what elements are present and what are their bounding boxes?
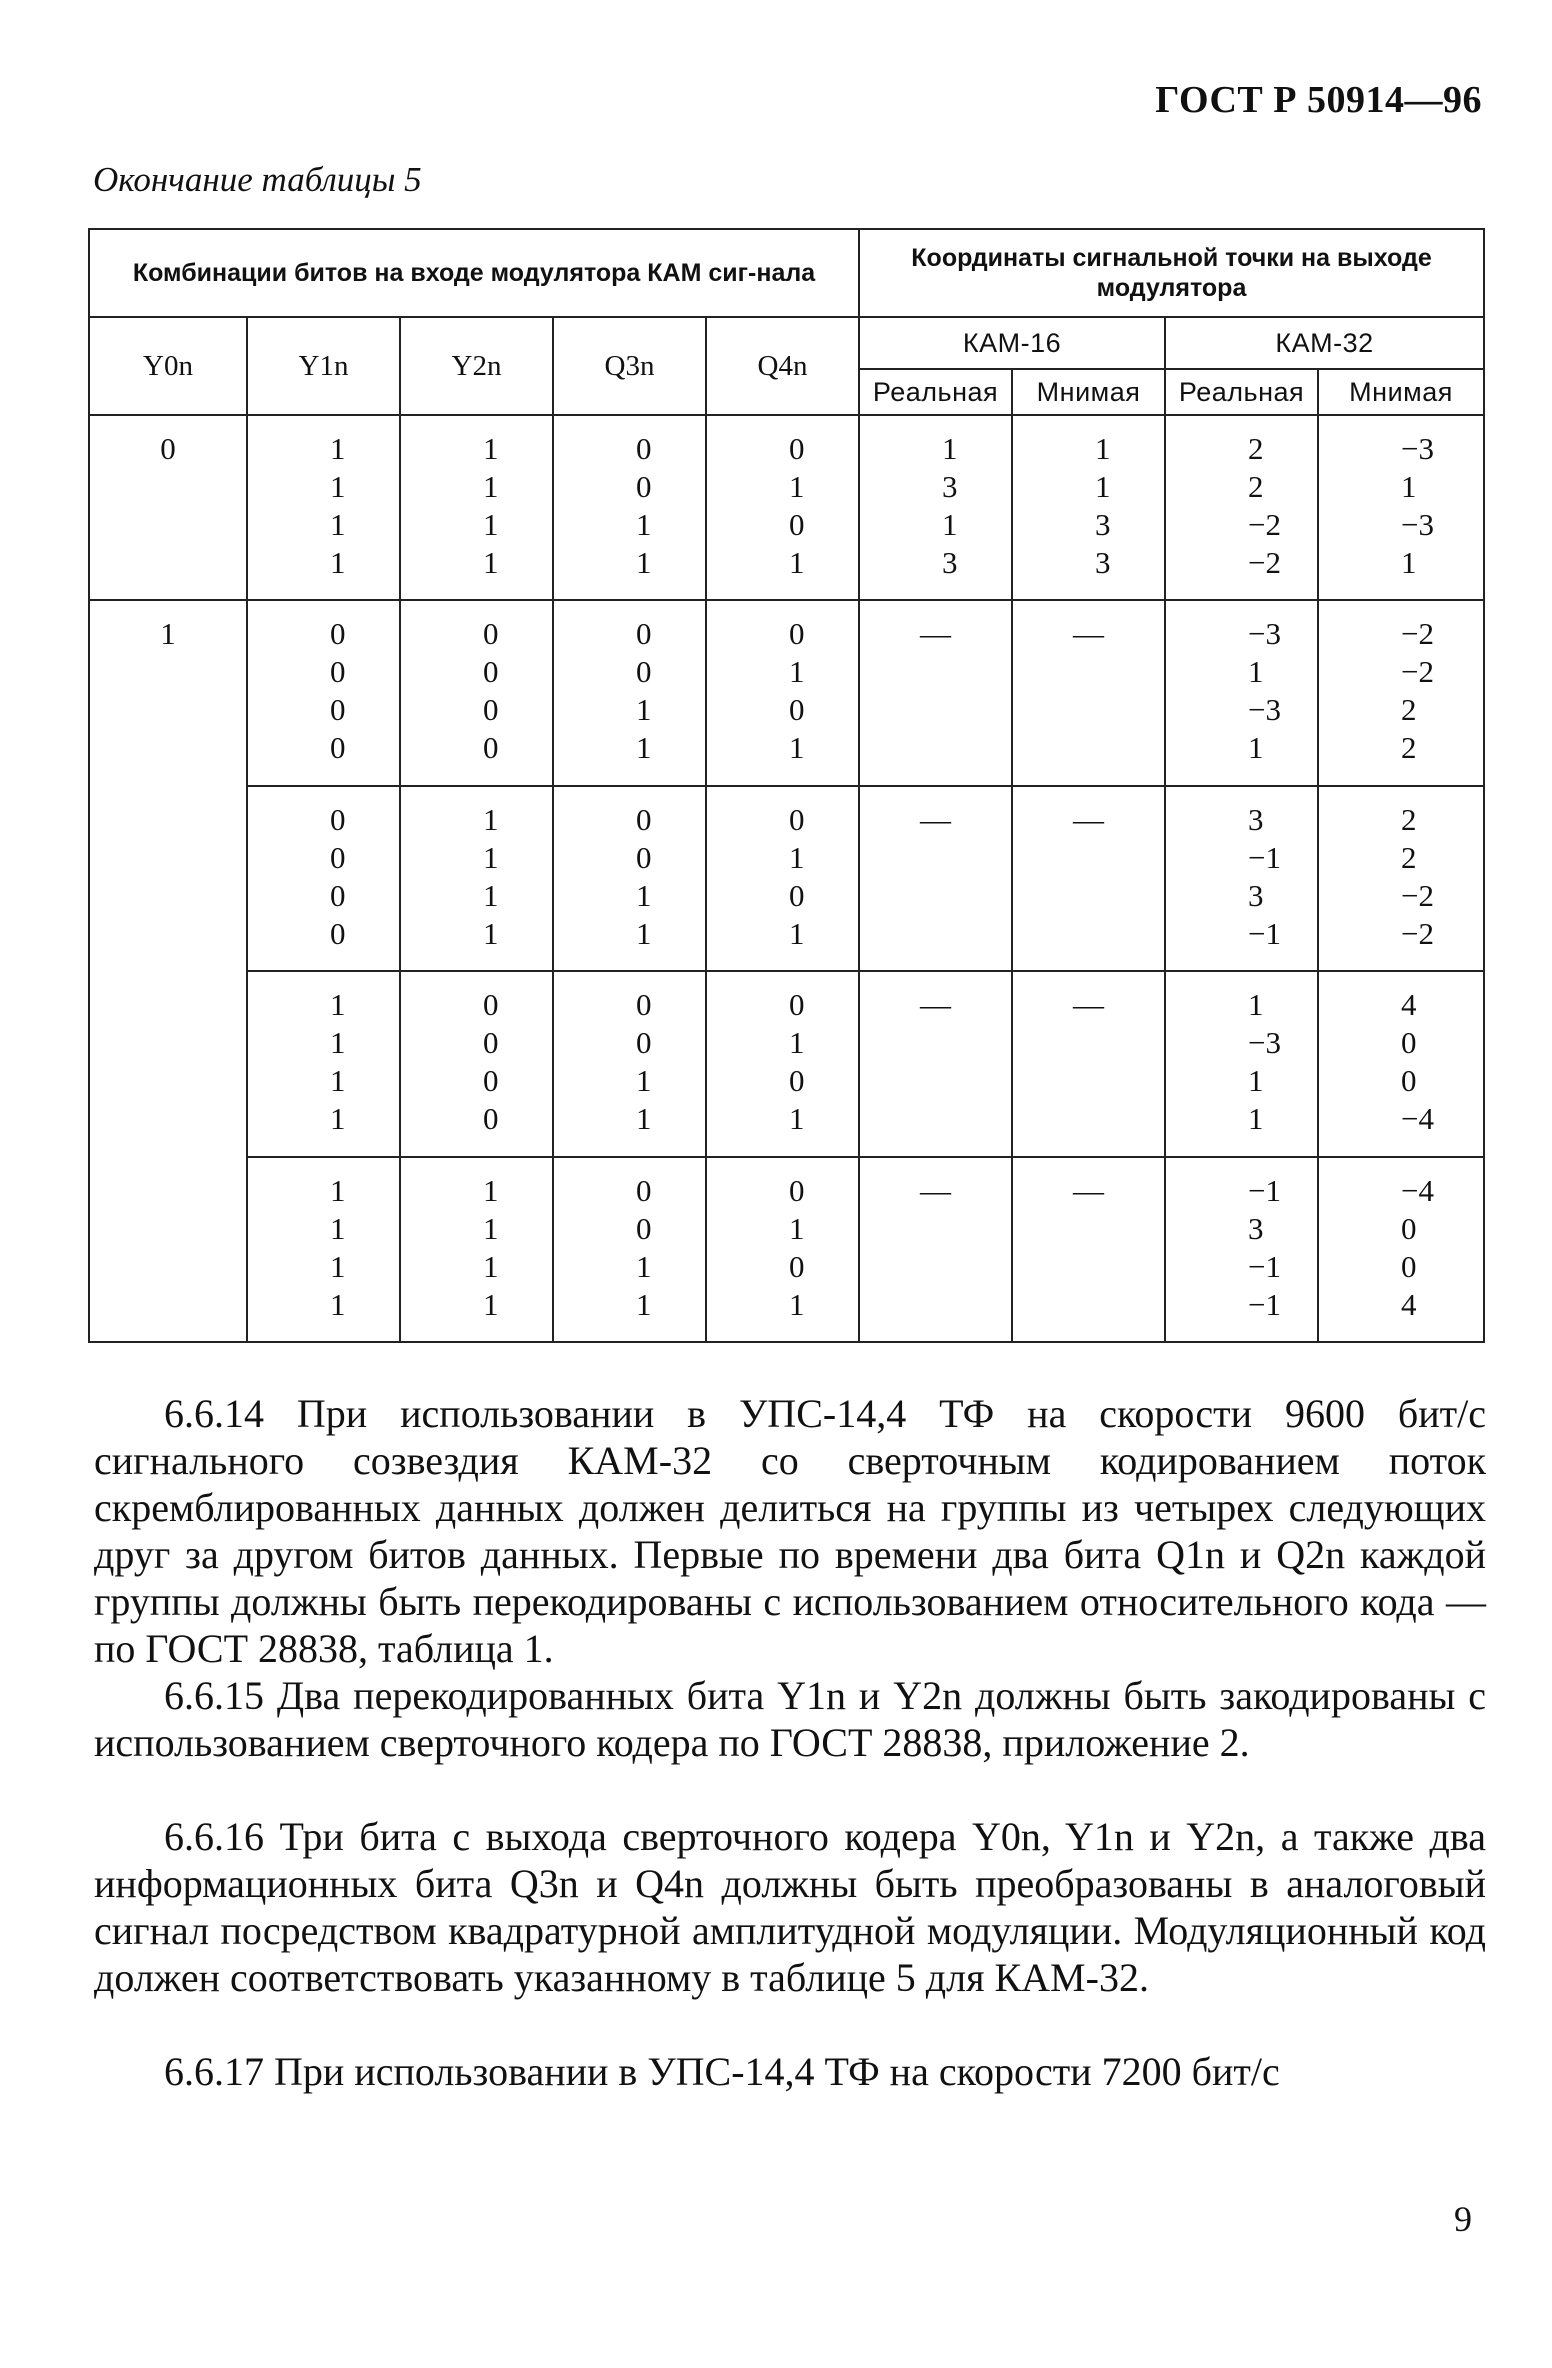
cell-value: —: [1073, 1172, 1105, 1208]
cell-value: 1: [942, 507, 958, 542]
cell-value: −3: [1248, 692, 1281, 728]
cell-value: 2: [1401, 839, 1417, 875]
cell-y1n: [247, 600, 400, 785]
document-code: ГОСТ Р 50914—96: [1155, 79, 1482, 121]
cell-y1n: [247, 1157, 400, 1342]
cell-kam16-imag: [1012, 415, 1165, 600]
cell-value: 0: [636, 839, 652, 875]
cell-value: 1: [636, 1063, 652, 1099]
cell-y2n: [400, 971, 553, 1156]
cell-value: 1: [789, 469, 805, 504]
cell-value: 0: [483, 654, 499, 690]
cell-y2n: [400, 1157, 553, 1342]
cell-value: 4: [1401, 1286, 1417, 1322]
cell-value: −4: [1401, 1101, 1434, 1137]
cell-value: 1: [1248, 987, 1264, 1023]
cell-value: −1: [1248, 1286, 1281, 1322]
cell-kam32-real: [1165, 600, 1318, 785]
table-row: [89, 1157, 1484, 1342]
cell-value: 1: [789, 1025, 805, 1061]
cell-value: 1: [1095, 431, 1111, 466]
cell-q3n: [553, 415, 706, 600]
cell-value: 1: [636, 1286, 652, 1322]
header-kam16-imag: Мнимая: [1012, 369, 1165, 415]
cell-value: 0: [330, 915, 346, 951]
cell-value: 0: [330, 654, 346, 690]
cell-value: 0: [636, 431, 652, 466]
cell-value: 3: [1248, 801, 1264, 837]
cell-value: 1: [483, 839, 499, 875]
cell-value: 1: [1401, 545, 1417, 580]
cell-q3n: [553, 600, 706, 785]
cell-value: 0: [636, 469, 652, 504]
cell-q4n: [706, 786, 859, 971]
cell-q4n: [706, 600, 859, 785]
cell-kam16-imag: [1012, 1157, 1165, 1342]
cell-value: 0: [789, 801, 805, 837]
cell-value: 1: [330, 1025, 346, 1061]
cell-y1n: [247, 415, 400, 600]
header-output-group: Координаты сигнальной точки на выходе модулятора: [859, 229, 1484, 317]
cell-value: 0: [330, 730, 346, 766]
cell-q4n: [706, 1157, 859, 1342]
cell-kam32-imag: [1318, 1157, 1484, 1342]
cell-value: 1: [636, 877, 652, 913]
cell-value: 0: [636, 987, 652, 1023]
cell-value: 1: [636, 507, 652, 542]
cell-kam32-real: [1165, 786, 1318, 971]
cell-value: −1: [1248, 1172, 1281, 1208]
cell-value: 0: [1401, 1025, 1417, 1061]
cell-value: 1: [636, 1101, 652, 1137]
cell-value: −3: [1248, 616, 1281, 652]
cell-value: 0: [330, 877, 346, 913]
cell-value: −3: [1248, 1025, 1281, 1061]
cell-y0n: [89, 415, 247, 600]
cell-value: 1: [330, 987, 346, 1023]
cell-value: 1: [483, 1172, 499, 1208]
cell-value: −2: [1248, 507, 1281, 542]
cell-value: 1: [160, 616, 176, 652]
cell-value: —: [1073, 987, 1105, 1023]
cell-value: 0: [330, 801, 346, 837]
cell-value: 0: [1401, 1063, 1417, 1099]
header-input-group: Комбинации битов на входе модулятора КАМ сиг-нала: [89, 229, 859, 317]
cell-value: —: [920, 1172, 952, 1208]
cell-value: 0: [789, 431, 805, 466]
cell-y2n: [400, 415, 553, 600]
col-header-y0n: Y0n: [89, 317, 247, 415]
cell-value: 0: [789, 616, 805, 652]
cell-value: 1: [1095, 469, 1111, 504]
cell-value: −2: [1401, 654, 1434, 690]
cell-value: 1: [636, 730, 652, 766]
cell-value: 1: [789, 915, 805, 951]
cell-kam16-imag: [1012, 971, 1165, 1156]
header-kam32-imag: Мнимая: [1318, 369, 1484, 415]
cell-value: 1: [1248, 1101, 1264, 1137]
cell-value: 0: [483, 1063, 499, 1099]
cell-value: 1: [483, 877, 499, 913]
col-header-q3n: Q3n: [553, 317, 706, 415]
cell-value: 3: [942, 545, 958, 580]
cell-value: —: [1073, 616, 1105, 652]
cell-value: 1: [483, 431, 499, 466]
cell-value: 0: [636, 616, 652, 652]
cell-value: 1: [1248, 730, 1264, 766]
cell-value: −4: [1401, 1172, 1434, 1208]
cell-value: 1: [942, 431, 958, 466]
cell-value: −2: [1401, 616, 1434, 652]
cell-value: 2: [1401, 801, 1417, 837]
cell-value: 1: [483, 1286, 499, 1322]
cell-value: 0: [636, 654, 652, 690]
cell-value: 1: [330, 1172, 346, 1208]
cell-value: 0: [1401, 1248, 1417, 1284]
header-kam16: КАМ-16: [859, 317, 1165, 369]
cell-value: 3: [1248, 1210, 1264, 1246]
cell-value: 1: [636, 915, 652, 951]
cell-value: 1: [330, 1063, 346, 1099]
cell-kam32-imag: [1318, 786, 1484, 971]
cell-kam16-real: [859, 600, 1012, 785]
cell-value: 0: [789, 987, 805, 1023]
cell-value: 1: [330, 431, 346, 466]
cell-value: 1: [636, 1248, 652, 1284]
table-row: [89, 971, 1484, 1156]
cell-kam16-imag: [1012, 786, 1165, 971]
cell-kam32-real: [1165, 415, 1318, 600]
cell-value: 1: [330, 469, 346, 504]
header-kam32-real: Реальная: [1165, 369, 1318, 415]
cell-value: 2: [1401, 692, 1417, 728]
cell-value: 1: [1401, 469, 1417, 504]
cell-value: 1: [483, 545, 499, 580]
cell-kam16-real: [859, 1157, 1012, 1342]
header-kam32: КАМ-32: [1165, 317, 1484, 369]
cell-value: 0: [483, 1025, 499, 1061]
paragraph-6-6-14: 6.6.14 При использовании в УПС-14,4 ТФ на скорости 9600 бит/с сигнального созвездия КАМ-32 со сверточным кодированием поток скремблированных данных должен делиться на группы из четырех следующих друг за другом битов данных. Первые по времени два бита Q1n и Q2n каждой группы должны быть перекодированы с использованием относительного кода — по ГОСТ 28838, таблица 1.: [94, 1391, 1486, 1671]
table-row: [89, 786, 1484, 971]
col-header-y2n: Y2n: [400, 317, 553, 415]
paragraph-6-6-15: 6.6.15 Два перекодированных бита Y1n и Y2n должны быть закодированы с использованием сверточного кодера по ГОСТ 28838, приложение 2.: [94, 1673, 1486, 1765]
cell-value: 0: [330, 692, 346, 728]
cell-value: 1: [789, 730, 805, 766]
cell-q4n: [706, 415, 859, 600]
cell-value: —: [920, 987, 952, 1023]
cell-q3n: [553, 1157, 706, 1342]
cell-value: −3: [1401, 507, 1434, 542]
cell-value: 1: [1248, 1063, 1264, 1099]
table-caption: Окончание таблицы 5: [93, 160, 422, 199]
cell-value: 1: [330, 1101, 346, 1137]
cell-value: —: [920, 616, 952, 652]
cell-value: −3: [1401, 431, 1434, 466]
cell-y2n: [400, 600, 553, 785]
cell-value: 1: [636, 545, 652, 580]
cell-y2n: [400, 786, 553, 971]
cell-value: 1: [483, 801, 499, 837]
cell-value: 0: [789, 1172, 805, 1208]
cell-q4n: [706, 971, 859, 1156]
header-kam16-real: Реальная: [859, 369, 1012, 415]
cell-value: 0: [789, 692, 805, 728]
cell-y1n: [247, 971, 400, 1156]
cell-value: 1: [636, 692, 652, 728]
modulation-table: [88, 228, 1485, 1343]
table-row: [89, 600, 1484, 785]
cell-kam32-real: [1165, 971, 1318, 1156]
cell-value: 1: [789, 545, 805, 580]
table-body: [89, 415, 1484, 1342]
cell-value: —: [1073, 801, 1105, 837]
cell-value: 0: [483, 730, 499, 766]
cell-kam16-real: [859, 415, 1012, 600]
cell-kam32-real: [1165, 1157, 1318, 1342]
cell-kam16-real: [859, 786, 1012, 971]
cell-value: −2: [1401, 877, 1434, 913]
cell-q3n: [553, 971, 706, 1156]
cell-value: 3: [1095, 545, 1111, 580]
cell-value: 1: [330, 1248, 346, 1284]
cell-value: 0: [789, 1063, 805, 1099]
cell-kam32-imag: [1318, 415, 1484, 600]
cell-q3n: [553, 786, 706, 971]
cell-value: 0: [636, 801, 652, 837]
cell-value: −1: [1248, 1248, 1281, 1284]
cell-kam32-imag: [1318, 600, 1484, 785]
cell-value: 0: [1401, 1210, 1417, 1246]
cell-value: 0: [789, 877, 805, 913]
col-header-q4n: Q4n: [706, 317, 859, 415]
cell-y0n: [89, 600, 247, 1342]
cell-value: −2: [1248, 545, 1281, 580]
cell-value: 1: [330, 1286, 346, 1322]
cell-value: 2: [1248, 469, 1264, 504]
cell-value: 2: [1248, 431, 1264, 466]
cell-value: 1: [789, 1210, 805, 1246]
cell-value: 1: [483, 1210, 499, 1246]
cell-kam16-imag: [1012, 600, 1165, 785]
cell-value: 1: [789, 1286, 805, 1322]
col-header-y1n: Y1n: [247, 317, 400, 415]
cell-value: 1: [483, 507, 499, 542]
cell-value: 0: [330, 839, 346, 875]
cell-value: 3: [1095, 507, 1111, 542]
cell-value: 1: [330, 1210, 346, 1246]
cell-value: 1: [483, 469, 499, 504]
cell-value: 0: [789, 1248, 805, 1284]
page-number: 9: [1454, 2199, 1472, 2239]
cell-kam32-imag: [1318, 971, 1484, 1156]
cell-value: 0: [330, 616, 346, 652]
cell-value: 0: [483, 1101, 499, 1137]
cell-value: 1: [1248, 654, 1264, 690]
cell-value: 3: [942, 469, 958, 504]
cell-value: 0: [789, 507, 805, 542]
cell-value: 0: [483, 616, 499, 652]
paragraph-6-6-16: 6.6.16 Три бита с выхода сверточного кодера Y0n, Y1n и Y2n, а также два информационных бита Q3n и Q4n должны быть преобразованы в аналоговый сигнал посредством квадратурной амплитудной модуляции. Модуляционный код должен соответствовать указанному в таблице 5 для КАМ-32.: [94, 1814, 1486, 2000]
cell-value: 1: [483, 1248, 499, 1284]
cell-value: −1: [1248, 839, 1281, 875]
cell-value: −1: [1248, 915, 1281, 951]
cell-value: 1: [789, 1101, 805, 1137]
cell-value: 2: [1401, 730, 1417, 766]
cell-value: 1: [789, 654, 805, 690]
cell-value: 1: [483, 915, 499, 951]
cell-kam16-real: [859, 971, 1012, 1156]
cell-value: —: [920, 801, 952, 837]
cell-value: 3: [1248, 877, 1264, 913]
cell-value: 1: [330, 545, 346, 580]
cell-value: 0: [636, 1025, 652, 1061]
table-row: [89, 415, 1484, 600]
cell-value: −2: [1401, 915, 1434, 951]
cell-value: 0: [483, 692, 499, 728]
paragraph-6-6-17: 6.6.17 При использовании в УПС-14,4 ТФ на скорости 7200 бит/с: [164, 2049, 1280, 2094]
cell-y1n: [247, 786, 400, 971]
cell-value: 0: [483, 987, 499, 1023]
cell-value: 1: [330, 507, 346, 542]
cell-value: 0: [636, 1172, 652, 1208]
cell-value: 0: [636, 1210, 652, 1246]
cell-value: 1: [789, 839, 805, 875]
cell-value: 4: [1401, 987, 1417, 1023]
cell-value: 0: [160, 431, 176, 466]
